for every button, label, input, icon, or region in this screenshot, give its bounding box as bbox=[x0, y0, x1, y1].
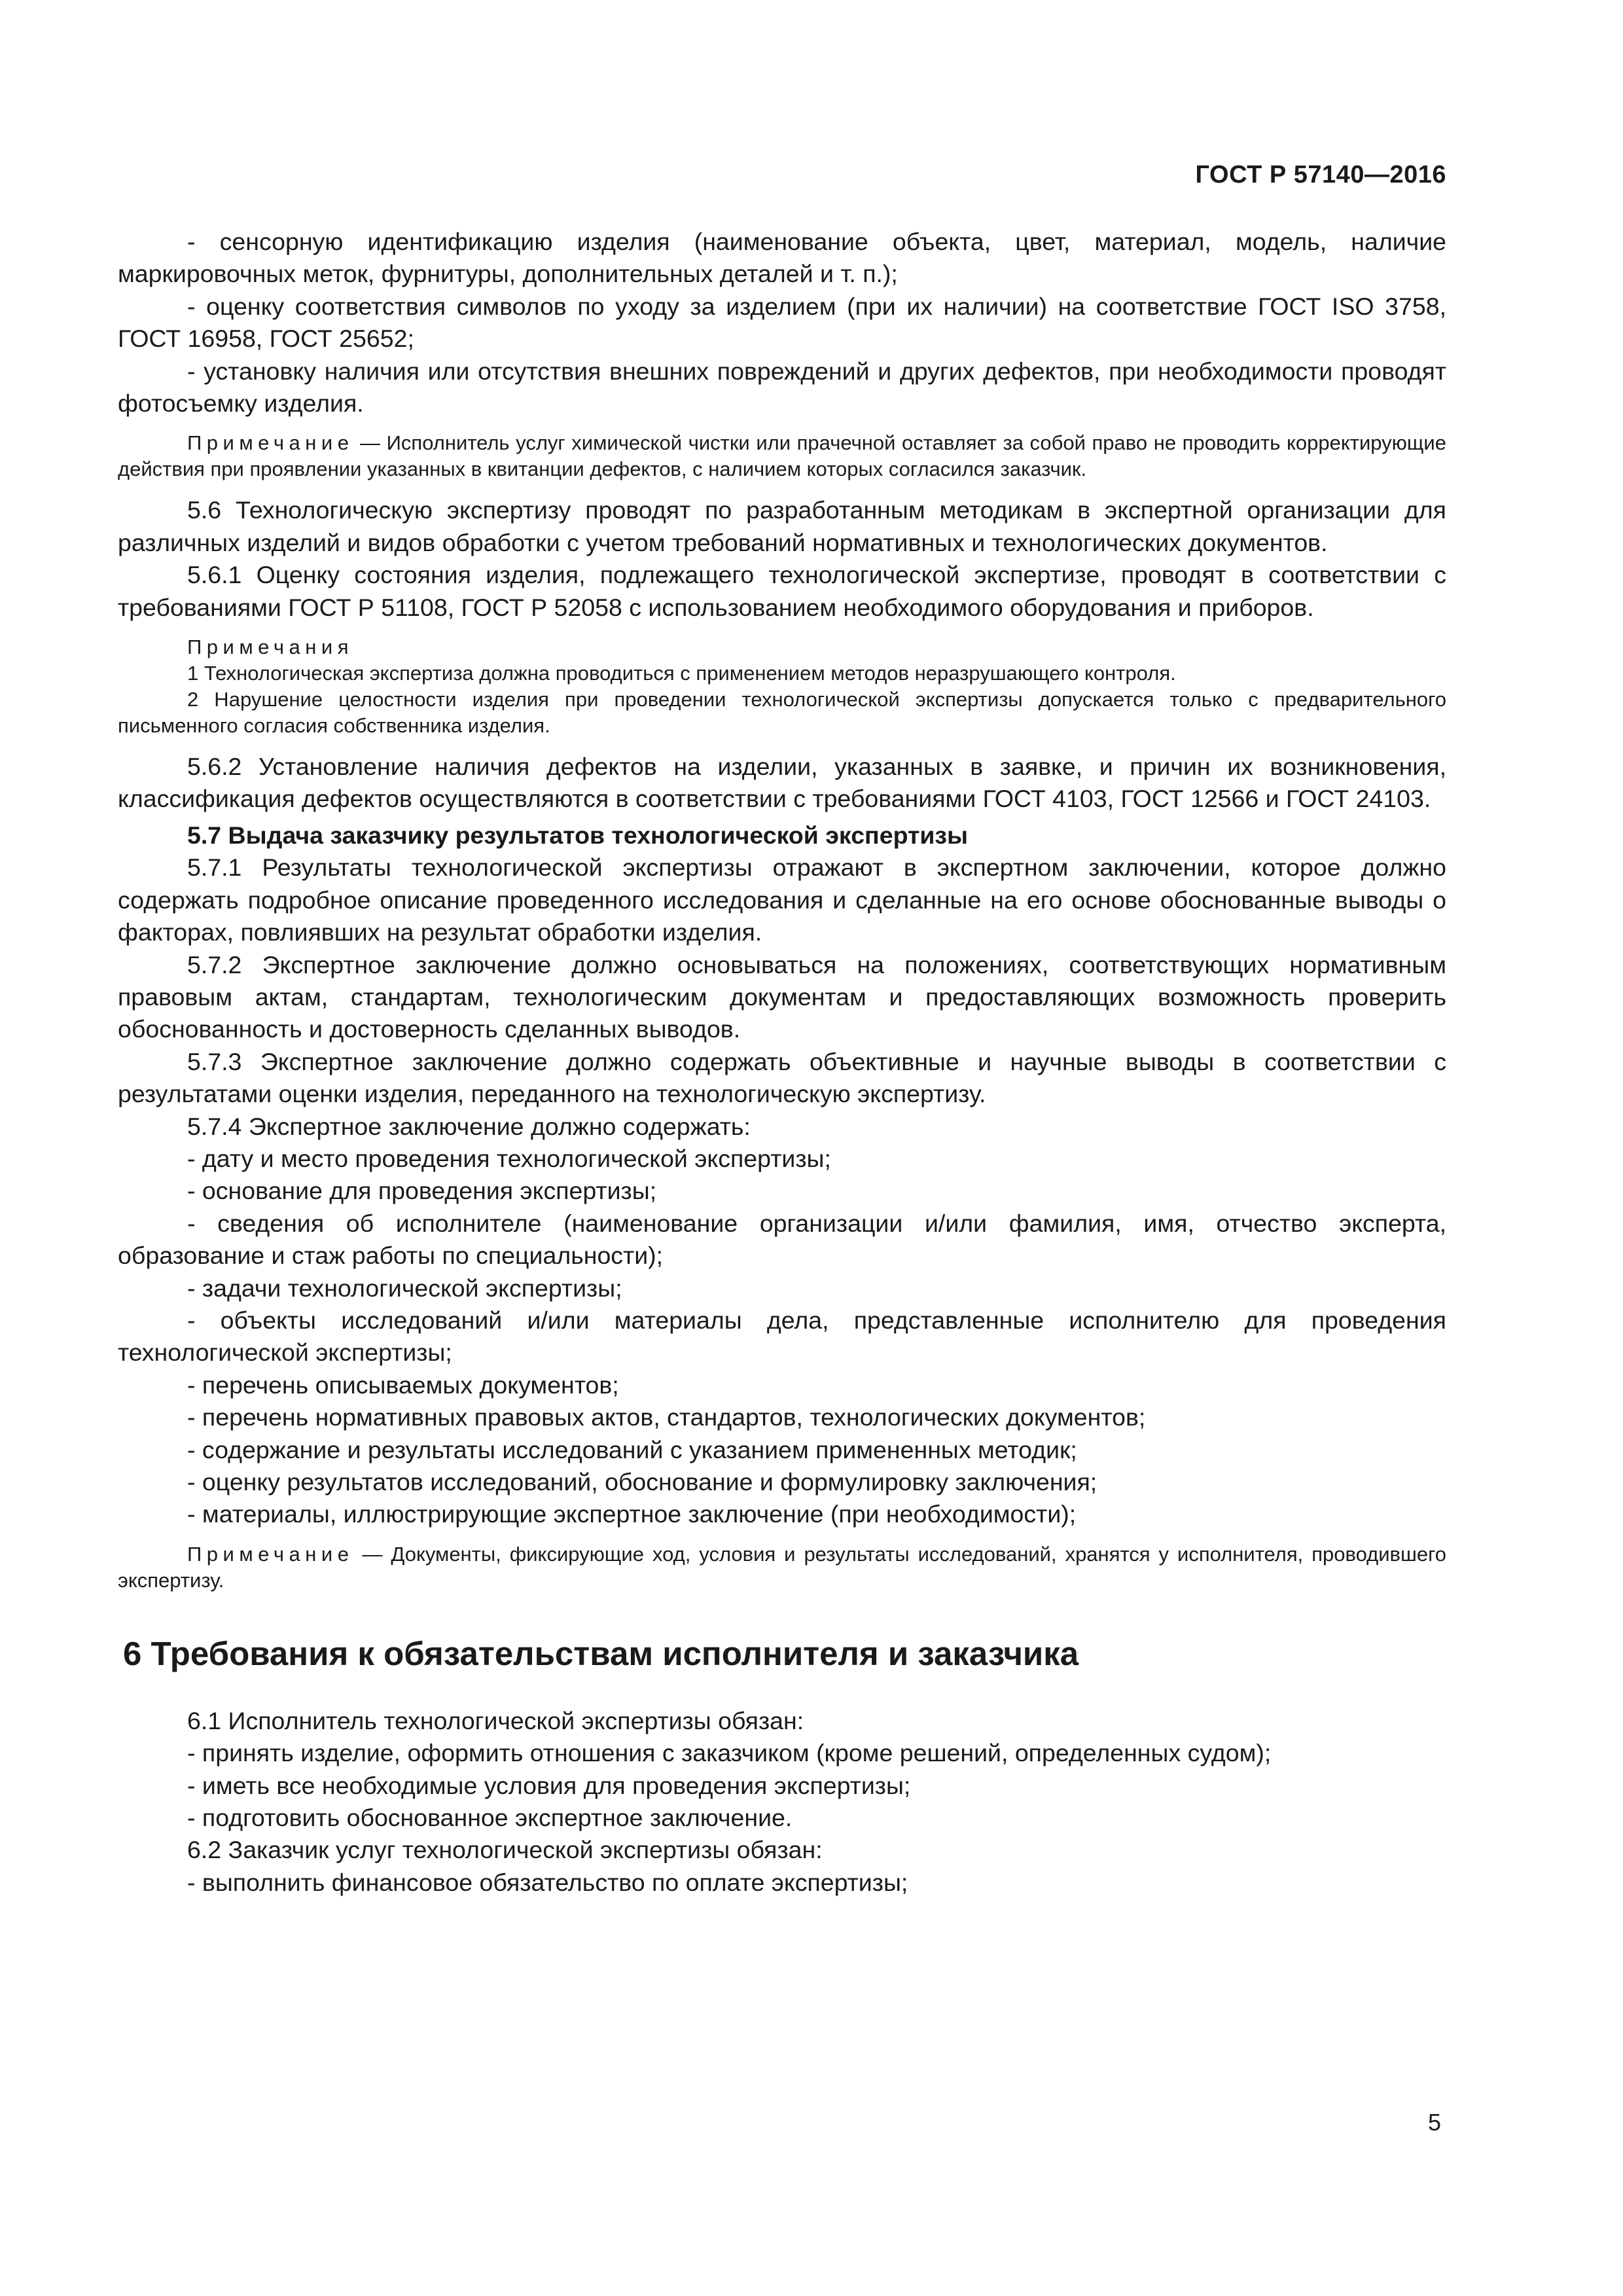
note-label: Примечание bbox=[187, 1542, 354, 1566]
note bbox=[118, 430, 1446, 482]
notes-label: Примечания bbox=[187, 636, 353, 659]
note-label: Примечание bbox=[187, 431, 354, 455]
list-item: - задачи технологической экспертизы; bbox=[187, 1274, 622, 1302]
paragraph: 5.6.1 Оценку состояния изделия, подлежащего технологической экспертизе, проводят в соответствии с требованиями ГОСТ Р 51108, ГОСТ Р 52058 с использованием необходимого оборудования и приборов. bbox=[118, 561, 1446, 621]
paragraph: 5.7.4 Экспертное заключение должно содержать: bbox=[187, 1112, 751, 1140]
page-number: 5 bbox=[1427, 2109, 1441, 2136]
paragraph: 5.7.1 Результаты технологической экспертизы отражают в экспертном заключении, которое должно содержать подробное описание проведенного исследования и сделанные на его основе обоснованные выводы о факторах, повлиявших на результат обработки изделия. bbox=[118, 853, 1446, 946]
notes bbox=[118, 634, 1446, 739]
paragraph: 5.6 Технологическую экспертизу проводят по разработанным методикам в экспертной организации для различных изделий и видов обработки с учетом требований нормативных и технологических документов. bbox=[118, 496, 1446, 556]
list-item: - дату и место проведения технологической экспертизы; bbox=[187, 1144, 831, 1172]
paragraph: - оценку соответствия символов по уходу за изделием (при их наличии) на соответствие ГОСТ ISO 3758, ГОСТ 16958, ГОСТ 25652; bbox=[118, 292, 1446, 353]
list-item: - сведения об исполнителе (наименование организации и/или фамилия, имя, отчество эксперта, образование и стаж работы по специальности); bbox=[118, 1209, 1446, 1270]
list-item: - подготовить обоснованное экспертное заключение. bbox=[187, 1804, 793, 1832]
paragraph: 6.1 Исполнитель технологической экспертизы обязан: bbox=[187, 1706, 804, 1734]
note-item: 2 Нарушение целостности изделия при проведении технологической экспертизы допускается только с предварительного письменного согласия собственника изделия. bbox=[118, 688, 1446, 738]
note-text: — Исполнитель услуг химической чистки или прачечной оставляет за собой право не проводить корректирующие действия при проявлении указанных в квитанции дефектов, с наличием которых согласился заказчик. bbox=[118, 431, 1446, 481]
document-body bbox=[118, 226, 1446, 1899]
paragraph: - сенсорную идентификацию изделия (наименование объекта, цвет, материал, модель, наличие маркировочных меток, фурнитуры, дополнительных деталей и т. п.); bbox=[118, 228, 1446, 288]
note bbox=[118, 1541, 1446, 1594]
list-item: - перечень описываемых документов; bbox=[187, 1371, 619, 1399]
paragraph: 5.7.2 Экспертное заключение должно основываться на положениях, соответствующих нормативным правовым актам, стандартам, технологическим документам и предоставляющих возможность проверить обоснованность и достоверность сделанных выводов. bbox=[118, 950, 1446, 1043]
list-item: - объекты исследований и/или материалы дела, представленные исполнителю для проведения технологической экспертизы; bbox=[118, 1306, 1446, 1367]
list-item: - материалы, иллюстрирующие экспертное заключение (при необходимости); bbox=[187, 1500, 1077, 1528]
list-item: - выполнить финансовое обязательство по оплате экспертизы; bbox=[187, 1868, 908, 1896]
section-heading: 5.7 Выдача заказчику результатов технологической экспертизы bbox=[187, 821, 969, 849]
list-item: - содержание и результаты исследований с указанием примененных методик; bbox=[187, 1435, 1077, 1463]
note-item: 1 Технологическая экспертиза должна проводиться с применением методов неразрушающего контроля. bbox=[187, 662, 1176, 685]
paragraph: - установку наличия или отсутствия внешних повреждений и других дефектов, при необходимости проводят фотосъемку изделия. bbox=[118, 357, 1446, 418]
list-item: - иметь все необходимые условия для проведения экспертизы; bbox=[187, 1771, 911, 1799]
document-header: ГОСТ Р 57140—2016 bbox=[1195, 161, 1446, 188]
note-text: — Документы, фиксирующие ход, условия и результаты исследований, хранятся у исполнителя, проводившего экспертизу. bbox=[118, 1542, 1446, 1592]
list-item: - принять изделие, оформить отношения с заказчиком (кроме решений, определенных судом); bbox=[187, 1739, 1272, 1767]
chapter-heading: 6 Требования к обязательствам исполнителя и заказчика bbox=[123, 1634, 1079, 1672]
list-item: - основание для проведения экспертизы; bbox=[187, 1177, 657, 1205]
list-item: - перечень нормативных правовых актов, стандартов, технологических документов; bbox=[187, 1403, 1146, 1431]
paragraph: 5.7.3 Экспертное заключение должно содержать объективные и научные выводы в соответствии с результатами оценки изделия, переданного на технологическую экспертизу. bbox=[118, 1047, 1446, 1108]
paragraph: 6.2 Заказчик услуг технологической экспертизы обязан: bbox=[187, 1836, 823, 1864]
paragraph: 5.6.2 Установление наличия дефектов на изделии, указанных в заявке, и причин их возникновения, классификация дефектов осуществляются в соответствии с требованиями ГОСТ 4103, ГОСТ 12566 и ГОСТ 24103. bbox=[118, 753, 1446, 813]
list-item: - оценку результатов исследований, обоснование и формулировку заключения; bbox=[187, 1468, 1097, 1496]
